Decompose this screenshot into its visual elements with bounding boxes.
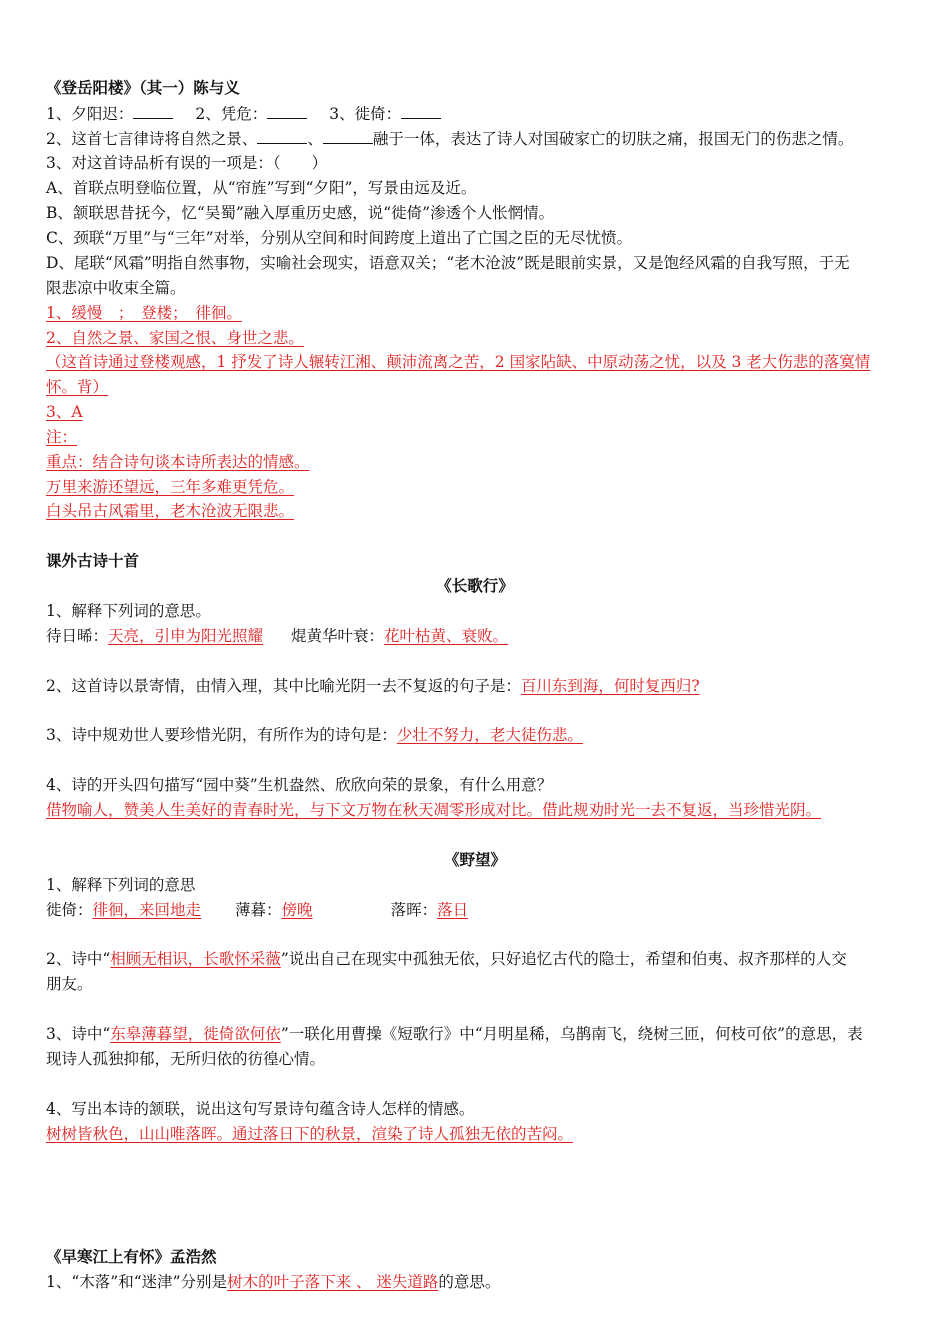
section-heading: 课外古诗十首 [46,551,140,570]
question-text: 的意思。 [438,1273,501,1291]
question-text: 3、诗中“ [46,1025,111,1043]
option-c: C、颈联“万里”与“三年”对举，分别从空间和时间跨度上道出了亡国之臣的无尽忧愤。 [46,229,633,247]
word-answer: 徘徊，来回地走 [92,901,202,919]
word-answer: 天亮，引申为阳光照耀 [108,627,264,645]
question-text: 3、诗中规劝世人要珍惜光阴，有所作为的诗句是： [46,726,397,744]
word-label: 薄暮： [235,901,282,919]
question-1-line [46,103,441,124]
word-answer: 落日 [437,901,469,919]
s2-question-3 [46,725,583,745]
word-label: 徙倚： [46,901,93,919]
s2-answer-4: 借物喻人，赞美人生美好的青春时光，与下文万物在秋天凋零形成对比。借此规劝时光一去不复返，当珍惜光阴。 [46,801,822,819]
question-text: 2、诗中“ [46,950,111,968]
poem-title-zaohanjiangshangyouhuai: 《早寒江上有怀》孟浩然 [46,1247,217,1266]
verse-line-1: 万里来游还望远，三年多难更凭危。 [46,478,295,496]
word-label: 落晖： [390,901,438,919]
word-label: 待日晞： [46,627,109,645]
q2-text-end: 融于一体，表达了诗人对国破家亡的切肤之痛，报国无门的伤悲之情。 [372,130,854,148]
answer-blank[interactable] [133,103,173,119]
s3-question-4: 4、写出本诗的颔联，说出这句写景诗句蕴含诗人怎样的情感。 [46,1100,475,1118]
q2-text-start: 2、这首七言律诗将自然之景、 [46,130,258,148]
question-text: ”说出自己在现实中孤独无依，只好追忆古代的隐士，希望和伯夷、叔齐那样的人交 [280,950,847,968]
answer-2-note-line1: （这首诗通过登楼观感，1 抒发了诗人辗转江湘、颠沛流离之苦，2 国家阽缺、中原动荡之忧，以及 3 老大伤悲的落寞情 [46,353,871,371]
answer-3: 3、A [46,403,83,421]
s3-question-2-line2: 朋友。 [46,975,93,993]
question-text: 2、这首诗以景寄情，由情入理，其中比喻光阴一去不复返的句子是： [46,677,521,695]
option-d-line2: 限悲凉中收束全篇。 [46,279,186,297]
answer-blank[interactable] [267,103,307,119]
q1-item-a: 1、夕阳迟： [46,105,134,123]
answer-blank[interactable] [401,103,441,119]
word-label: 焜黄华叶衰： [291,627,385,645]
answer-blank[interactable] [257,128,307,144]
answer-text: 相顾无相识，长歌怀采薇 [110,950,281,968]
s3-question-1: 1、解释下列词的意思 [46,876,196,894]
q1-item-b: 2、凭危： [195,105,268,123]
answer-text: 少壮不努力，老大徒伤悲。 [396,726,583,744]
answer-text: 百川东到海，何时复西归? [520,677,700,695]
question-text: 1、“木落”和“迷津”分别是 [46,1273,228,1291]
answer-2-note-line2: 怀。背） [46,378,109,396]
s2-question-4: 4、诗的开头四句描写“园中葵”生机盎然、欣欣向荣的景象，有什么用意？ [46,776,553,794]
verse-line-2: 白头吊古风霜里，老木沧波无限悲。 [46,502,295,520]
poem-title-yewang: 《野望》 [443,850,506,869]
option-b: B、颔联思昔抚今，忆“吴蜀”融入厚重历史感，说“徙倚”渗透个人怅惘情。 [46,204,555,222]
s3-question-2-line1 [46,949,847,969]
word-answer: 花叶枯黄、衰败。 [384,627,509,645]
s2-question-1: 1、解释下列词的意思。 [46,602,211,620]
answer-text: 树木的叶子落下来 、 迷失道路 [227,1273,439,1291]
s2-word-definitions [46,626,508,646]
poem-title-changgexing: 《长歌行》 [436,576,514,595]
q2-separator: 、 [307,130,323,148]
key-point: 重点：结合诗句谈本诗所表达的情感。 [46,453,310,471]
s3-question-3-line2: 现诗人孤独抑郁，无所归依的彷徨心情。 [46,1050,326,1068]
word-answer: 傍晚 [281,901,313,919]
answer-1: 1、缓慢 ； 登楼； 徘徊。 [46,304,242,322]
question-2-line [46,128,853,149]
option-d-line1: D、尾联“风霜”明指自然事物，实喻社会现实，语意双关；“老木沧波”既是眼前实景，又是饱经风霜的自我写照，于无 [46,254,850,272]
poem-title-dengyueyanglou: 《登岳阳楼》（其一）陈与义 [46,78,240,97]
s4-question-1 [46,1272,500,1292]
q1-item-c: 3、徙倚： [329,105,402,123]
option-a: A、首联点明登临位置，从“帘旌”写到“夕阳”，写景由远及近。 [46,179,477,197]
answer-2: 2、自然之景、家国之恨、身世之悲。 [46,329,304,347]
answer-blank[interactable] [323,128,373,144]
question-3: 3、对这首诗品析有误的一项是：（ ） [46,154,328,172]
answer-text: 东皋薄暮望，徙倚欲何依 [110,1025,281,1043]
s2-question-2 [46,676,700,696]
s3-word-definitions [46,900,468,920]
question-text: ”一联化用曹操《短歌行》中“月明星稀，乌鹊南飞，绕树三匝，何枝可依”的意思，表 [280,1025,863,1043]
s3-answer-4: 树树皆秋色，山山唯落晖。通过落日下的秋景，渲染了诗人孤独无依的苦闷。 [46,1125,574,1143]
s3-question-3-line1 [46,1024,863,1044]
note-label: 注： [46,428,78,446]
